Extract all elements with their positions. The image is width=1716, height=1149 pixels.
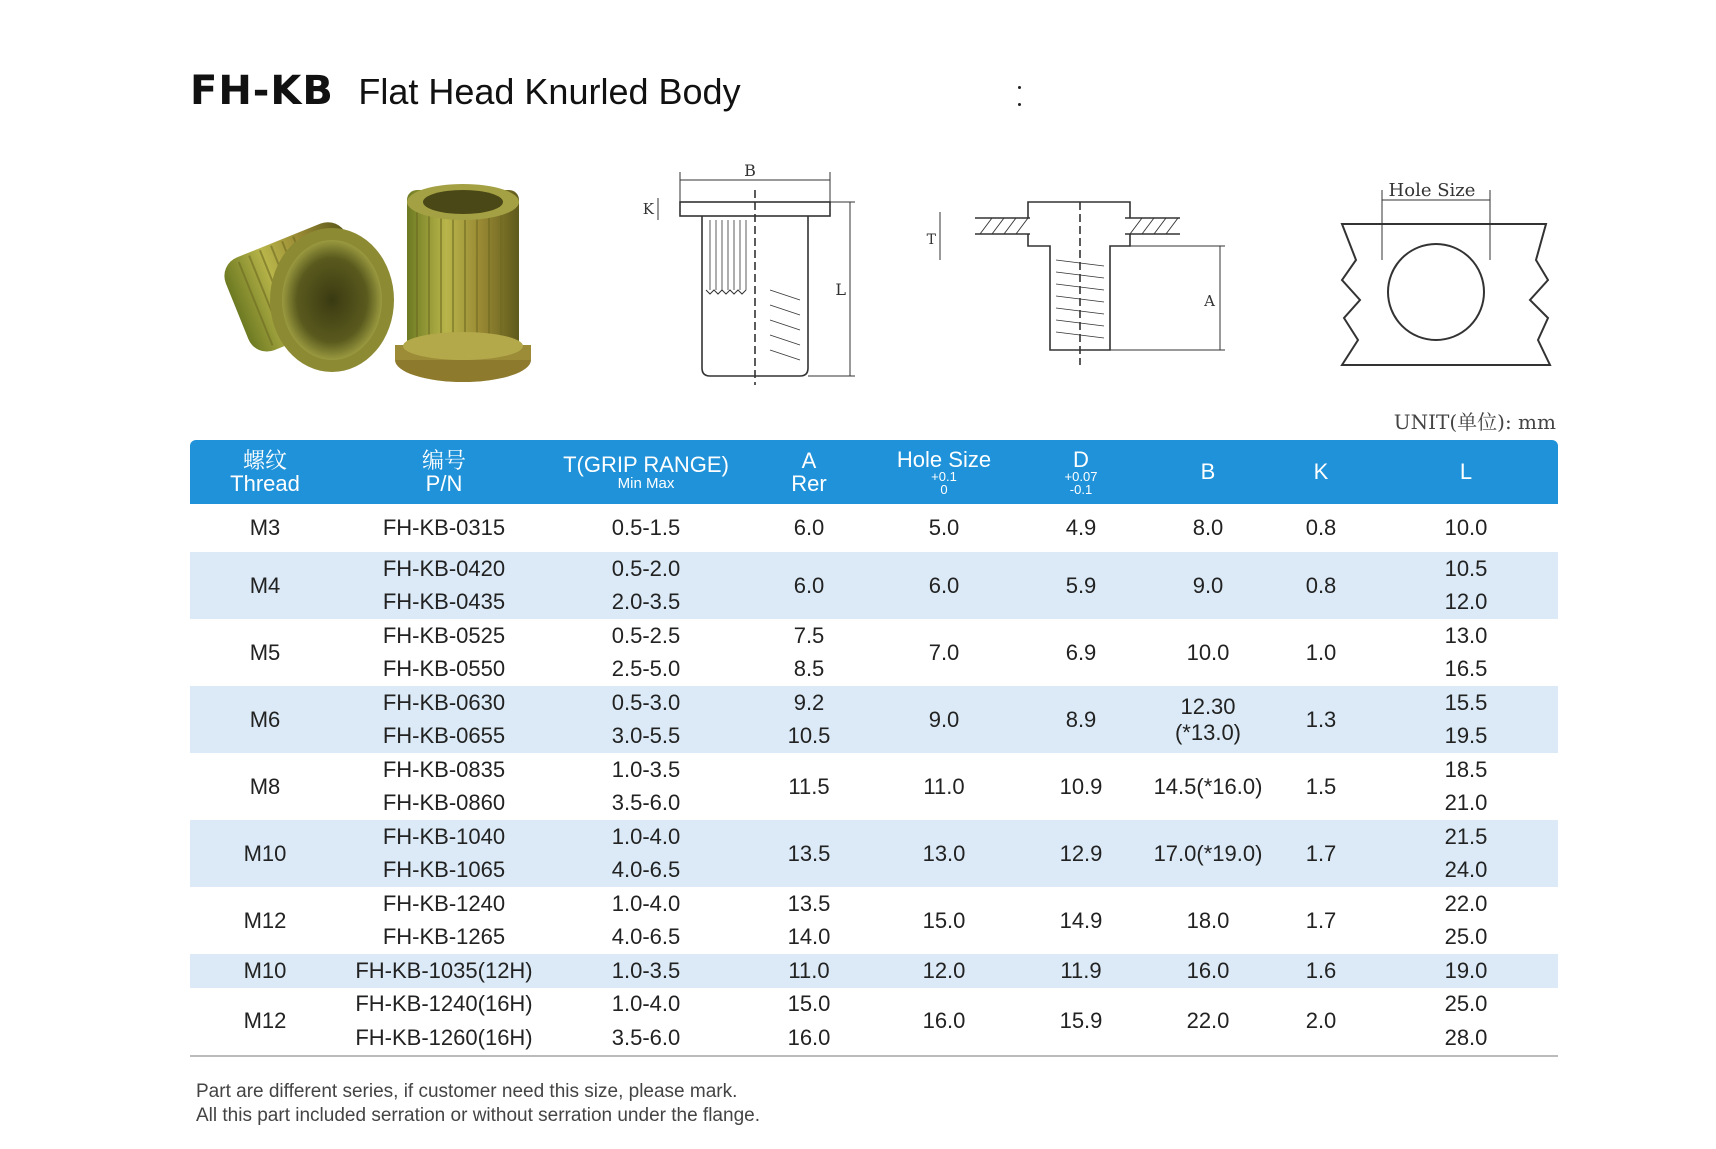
cell-grip: 0.5-2.0 xyxy=(548,552,744,586)
cell-hole: 13.0 xyxy=(874,820,1014,887)
cell-d: 10.9 xyxy=(1059,773,1103,799)
cell-d: 5.9 xyxy=(1014,552,1148,619)
cell-b: 22.0 xyxy=(1148,988,1268,1056)
cell-pn: FH-KB-1040 xyxy=(340,820,548,854)
cell-grip: 1.0-4.0 xyxy=(548,820,744,854)
cell-d: 11.9 xyxy=(1014,954,1148,988)
cell-k: 1.6 xyxy=(1268,954,1374,988)
footnote: All this part included serration or without serration under the flange. xyxy=(196,1105,760,1126)
cell-thread: M8 xyxy=(249,773,281,799)
cell-pn: FH-KB-0420 xyxy=(340,552,548,586)
cell-pn: FH-KB-0550 xyxy=(382,656,506,682)
cell-b: 18.0 xyxy=(1186,907,1230,933)
cell-d: 12.9 xyxy=(1014,820,1148,887)
cell-hole: 6.0 xyxy=(874,552,1014,619)
cell-d: 15.9 xyxy=(1014,988,1148,1056)
cell-pn: FH-KB-0315 xyxy=(382,515,506,540)
cell-k: 0.8 xyxy=(1268,552,1374,619)
cell-grip: 3.5-6.0 xyxy=(548,1021,744,1056)
cell-l: 25.0 xyxy=(1444,924,1488,950)
col-b: B xyxy=(1148,440,1268,504)
cell-pn: FH-KB-1240(16H) xyxy=(355,991,533,1017)
cell-thread: M12 xyxy=(243,907,287,933)
cell-b: 12.30 (*13.0) xyxy=(1148,686,1268,753)
cell-l: 10.0 xyxy=(1444,515,1488,540)
page-title xyxy=(190,68,741,114)
cell-pn: FH-KB-0860 xyxy=(382,790,506,816)
label-hole-size: Hole Size xyxy=(1388,180,1476,201)
cell-hole: 11.0 xyxy=(923,773,965,799)
cell-a: 6.0 xyxy=(744,552,874,619)
cell-d: 6.9 xyxy=(1065,639,1097,665)
cell-grip: 4.0-6.5 xyxy=(611,924,681,950)
cell-k: 1.0 xyxy=(1305,639,1337,665)
cell-b: 16.0 xyxy=(1148,954,1268,988)
cell-grip: 4.0-6.5 xyxy=(548,854,744,888)
cell-k: 1.7 xyxy=(1268,820,1374,887)
cell-k: 1.5 xyxy=(1305,773,1337,799)
cell-k: 1.3 xyxy=(1268,686,1374,753)
cell-d: 14.9 xyxy=(1059,907,1103,933)
cell-l: 19.5 xyxy=(1374,720,1558,754)
cell-thread: M10 xyxy=(190,820,340,887)
cell-a: 14.0 xyxy=(787,924,831,950)
cell-grip: 2.0-3.5 xyxy=(548,586,744,620)
col-d: D +0.07 -0.1 xyxy=(1014,440,1148,504)
col-grip: T(GRIP RANGE) Min Max xyxy=(548,440,744,504)
cell-hole: 15.0 xyxy=(922,907,966,933)
cell-thread: M3 xyxy=(249,515,281,540)
hole-size-drawing xyxy=(1330,180,1560,370)
cell-l: 15.5 xyxy=(1374,686,1558,720)
cell-grip: 1.0-4.0 xyxy=(611,991,681,1017)
cell-a: 11.0 xyxy=(744,954,874,988)
unit-label: UNIT(单位): mm xyxy=(1393,410,1556,434)
cell-pn: FH-KB-1065 xyxy=(340,854,548,888)
cell-thread: M4 xyxy=(190,552,340,619)
cell-b: 17.0(*19.0) xyxy=(1148,820,1268,887)
cell-l: 24.0 xyxy=(1374,854,1558,888)
cell-k: 0.8 xyxy=(1305,515,1337,540)
cell-pn: FH-KB-0630 xyxy=(340,686,548,720)
cell-l: 10.5 xyxy=(1374,552,1558,586)
cell-k: 2.0 xyxy=(1268,988,1374,1056)
cell-l: 22.0 xyxy=(1444,890,1488,916)
cell-grip: 0.5-1.5 xyxy=(611,515,681,540)
cell-pn: FH-KB-0435 xyxy=(340,586,548,620)
cell-d: 4.9 xyxy=(1065,515,1097,540)
cell-d: 8.9 xyxy=(1014,686,1148,753)
table-row xyxy=(190,504,1558,552)
cell-grip: 3.0-5.5 xyxy=(548,720,744,754)
cell-hole: 5.0 xyxy=(928,515,960,540)
cell-thread: M5 xyxy=(249,639,281,665)
cell-l: 28.0 xyxy=(1374,1021,1558,1056)
side-section-drawing xyxy=(630,160,870,390)
cell-grip: 3.5-6.0 xyxy=(611,790,681,816)
cell-a: 13.5 xyxy=(744,820,874,887)
cell-a: 16.0 xyxy=(744,1021,874,1056)
col-k: K xyxy=(1268,440,1374,504)
cell-hole: 16.0 xyxy=(874,988,1014,1056)
cell-b: 9.0 xyxy=(1148,552,1268,619)
cell-grip: 0.5-2.5 xyxy=(611,622,681,648)
table-row xyxy=(190,988,1558,1022)
table-row xyxy=(190,887,1558,921)
cell-grip: 1.0-3.5 xyxy=(611,756,681,782)
cell-l: 12.0 xyxy=(1374,586,1558,620)
cell-l: 25.0 xyxy=(1444,991,1488,1017)
cell-k: 1.7 xyxy=(1305,907,1337,933)
table-row xyxy=(190,954,1558,988)
cell-l: 21.5 xyxy=(1374,820,1558,854)
table-row xyxy=(190,552,1558,586)
cell-a: 9.2 xyxy=(744,686,874,720)
cell-a: 7.5 xyxy=(793,622,825,648)
cell-hole: 7.0 xyxy=(928,639,960,665)
product-photo xyxy=(212,180,562,390)
label-t: T xyxy=(926,232,936,248)
cell-grip: 0.5-3.0 xyxy=(548,686,744,720)
product-name: Flat Head Knurled Body xyxy=(358,71,741,112)
col-hole-size: Hole Size +0.1 0 xyxy=(874,440,1014,504)
colon-mark xyxy=(1018,86,1022,120)
label-a: A xyxy=(1204,292,1215,310)
cell-a: 15.0 xyxy=(787,991,831,1017)
table-row xyxy=(190,686,1558,720)
cell-pn: FH-KB-1035(12H) xyxy=(340,954,548,988)
cell-hole: 9.0 xyxy=(874,686,1014,753)
cell-grip: 2.5-5.0 xyxy=(611,656,681,682)
col-a: A Rer xyxy=(744,440,874,504)
cell-a: 10.5 xyxy=(744,720,874,754)
table-row xyxy=(190,619,1558,653)
cell-hole: 12.0 xyxy=(874,954,1014,988)
cell-grip: 1.0-3.5 xyxy=(548,954,744,988)
cell-pn: FH-KB-0525 xyxy=(382,622,506,648)
cell-b: 8.0 xyxy=(1192,515,1224,540)
cell-pn: FH-KB-0655 xyxy=(340,720,548,754)
table-header-row xyxy=(190,440,1558,504)
installed-section-drawing xyxy=(920,200,1260,370)
label-b: B xyxy=(744,161,756,180)
product-code: FH-KB xyxy=(190,68,334,114)
cell-pn: FH-KB-1260(16H) xyxy=(340,1021,548,1056)
label-k: K xyxy=(642,200,654,218)
cell-a: 8.5 xyxy=(793,656,825,682)
cell-l: 16.5 xyxy=(1444,656,1488,682)
cell-b: 14.5(*16.0) xyxy=(1153,773,1263,799)
cell-l: 19.0 xyxy=(1374,954,1558,988)
cell-l: 21.0 xyxy=(1444,790,1488,816)
col-thread: 螺纹 Thread xyxy=(190,440,340,504)
cell-l: 18.5 xyxy=(1444,756,1488,782)
col-pn: 编号 P/N xyxy=(340,440,548,504)
cell-pn: FH-KB-1265 xyxy=(382,924,506,950)
cell-b: 10.0 xyxy=(1186,639,1230,665)
cell-thread: M12 xyxy=(190,988,340,1056)
cell-thread: M6 xyxy=(190,686,340,753)
cell-thread: M10 xyxy=(190,954,340,988)
cell-a: 6.0 xyxy=(793,515,825,540)
cell-pn: FH-KB-0835 xyxy=(382,756,506,782)
cell-grip: 1.0-4.0 xyxy=(611,890,681,916)
cell-a: 11.5 xyxy=(788,773,830,799)
col-l: L xyxy=(1374,440,1558,504)
cell-a: 13.5 xyxy=(787,890,831,916)
label-l: L xyxy=(835,280,846,299)
cell-l: 13.0 xyxy=(1444,622,1488,648)
footnote: Part are different series, if customer need this size, please mark. xyxy=(196,1081,738,1102)
footnotes xyxy=(196,1080,760,1128)
spec-table xyxy=(190,440,1558,1057)
table-row xyxy=(190,753,1558,787)
table-row xyxy=(190,820,1558,854)
cell-pn: FH-KB-1240 xyxy=(382,890,506,916)
